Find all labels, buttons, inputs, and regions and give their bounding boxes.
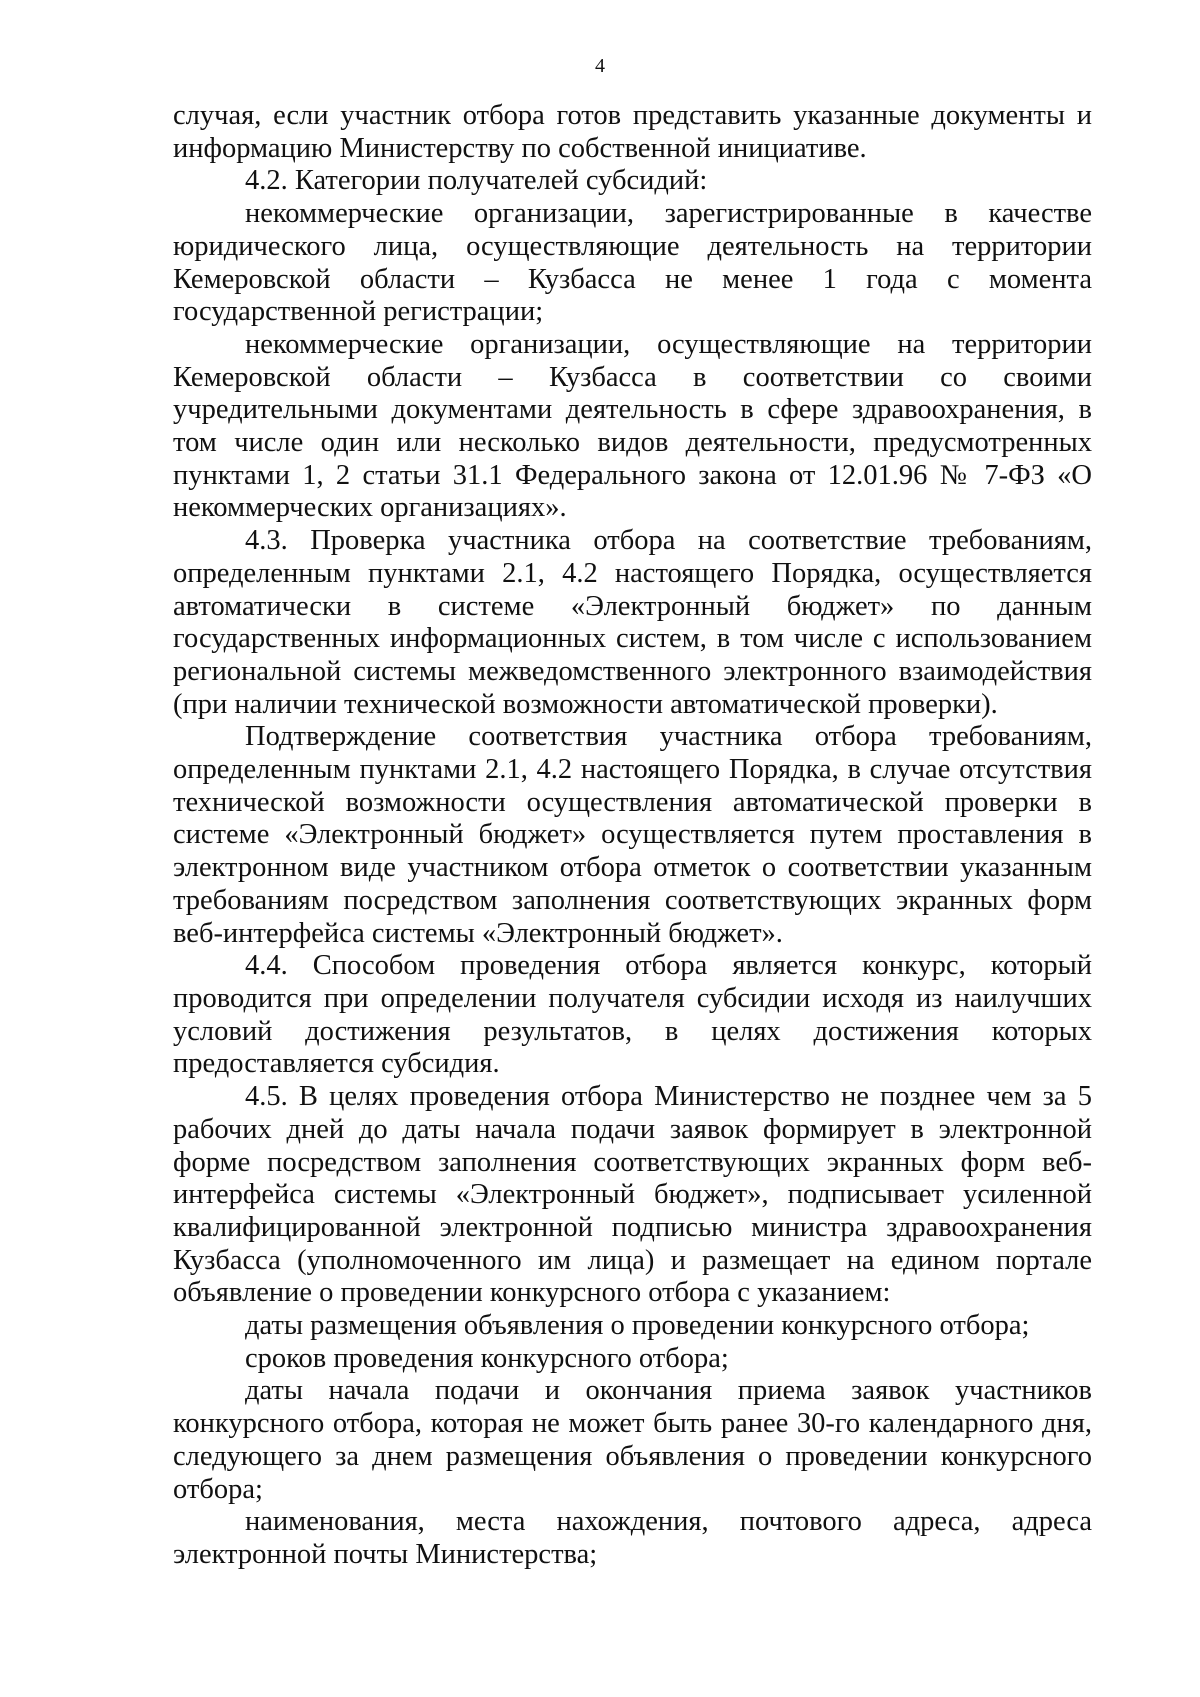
page-number: 4: [595, 55, 605, 77]
list-item-ministry-details: наименования, места нахождения, почтового адреса, адреса электронной почты Министерства;: [173, 1506, 1092, 1570]
paragraph-recipient-category-1: некоммерческие организации, зарегистрированные в качестве юридического лица, осуществляющие деятельность на территории Кемеровской области – Кузбасса не менее 1 года с момента государственной регистрации;: [173, 198, 1092, 328]
document-body: [173, 100, 1092, 1572]
paragraph-4-3: 4.3. Проверка участника отбора на соответствие требованиям, определенным пунктами 2.1, 4.2 настоящего Порядка, осуществляется автоматически в системе «Электронный бюджет» по данным государственных информационных систем, в том числе с использованием региональной системы межведомственного электронного взаимодействия (при наличии технической возможности автоматической проверки).: [173, 525, 1092, 720]
list-item-selection-terms: сроков проведения конкурсного отбора;: [245, 1342, 729, 1374]
list-item-application-dates: даты начала подачи и окончания приема заявок участников конкурсного отбора, которая не может быть ранее 30-го календарного дня, следующего за днем размещения объявления о проведении конкурсного отбора;: [173, 1375, 1092, 1505]
list-item-announcement-date: даты размещения объявления о проведении конкурсного отбора;: [245, 1310, 1030, 1342]
paragraph-recipient-category-2: некоммерческие организации, осуществляющие на территории Кемеровской области – Кузбасса в соответствии со своими учредительными документами деятельность в сфере здравоохранения, в том числе один или несколько видов деятельности, предусмотренных пунктами 1, 2 статьи 31.1 Федерального закона от 12.01.96 № 7-ФЗ «О некоммерческих организациях».: [173, 328, 1092, 524]
paragraph-continuation: случая, если участник отбора готов представить указанные документы и информацию Министерству по собственной инициативе.: [173, 100, 1092, 164]
paragraph-4-4: 4.4. Способом проведения отбора является конкурс, который проводится при определении получателя субсидии исходя из наилучших условий достижения результатов, в целях достижения которых предоставляется субсидия.: [173, 950, 1092, 1080]
paragraph-4-2-heading: 4.2. Категории получателей субсидий:: [245, 165, 708, 197]
paragraph-4-5: 4.5. В целях проведения отбора Министерство не позднее чем за 5 рабочих дней до даты начала подачи заявок формирует в электронной форме посредством заполнения соответствующих экранных форм веб-интерфейса системы «Электронный бюджет», подписывает усиленной квалифицированной электронной подписью министра здравоохранения Кузбасса (уполномоченного им лица) и размещает на едином портале объявление о проведении конкурсного отбора с указанием:: [173, 1081, 1092, 1309]
paragraph-confirmation: Подтверждение соответствия участника отбора требованиям, определенным пунктами 2.1, 4.2 настоящего Порядка, в случае отсутствия технической возможности осуществления автоматической проверки в системе «Электронный бюджет» осуществляется путем проставления в электронном виде участником отбора отметок о соответствии указанным требованиям посредством заполнения соответствующих экранных форм веб-интерфейса системы «Электронный бюджет».: [173, 721, 1092, 949]
